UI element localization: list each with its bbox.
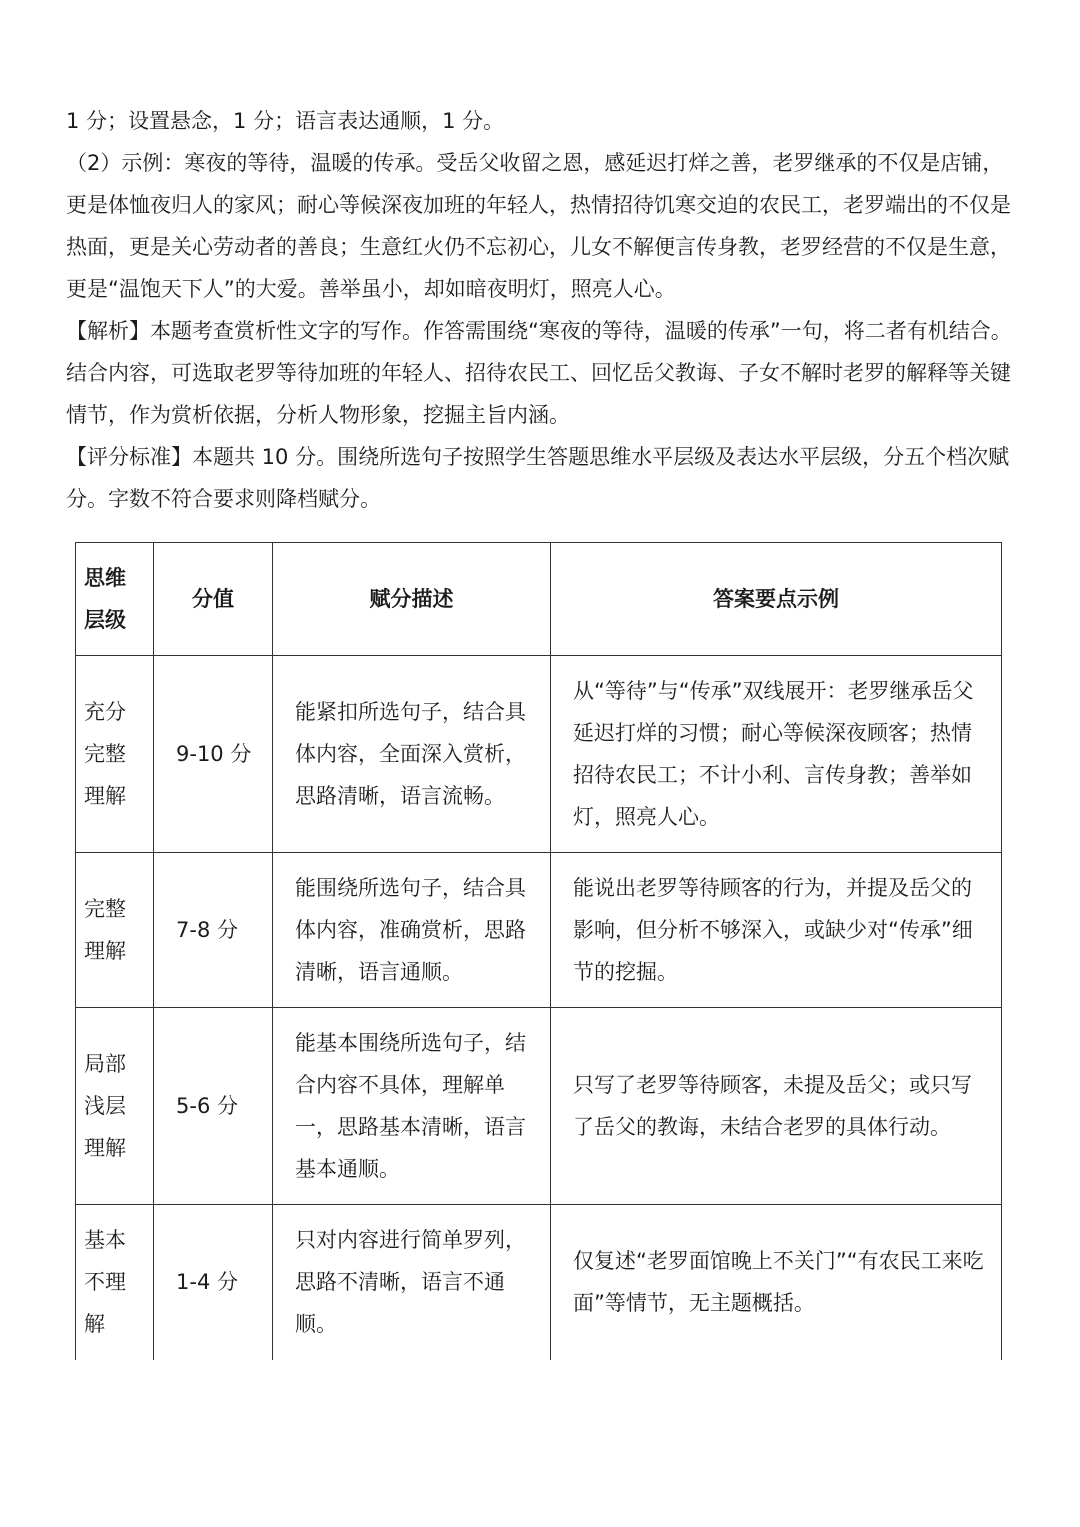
cell-score: 9-10 分 [154, 656, 273, 853]
paragraph-example: （2）示例：寒夜的等待，温暖的传承。受岳父收留之恩，感延迟打烊之善，老罗继承的不仅是店铺，更是体恤夜归人的家风；耐心等候深夜加班的年轻人，热情招待饥寒交迫的农民工，老罗端出的不仅是热面，更是关心劳动者的善良；生意红火仍不忘初心，儿女不解便言传身教，老罗经营的不仅是生意，更是“温饱天下人”的大爱。善举虽小，却如暗夜明灯，照亮人心。 [66, 151, 1011, 301]
table-row [76, 853, 1002, 1008]
cell-score: 5-6 分 [154, 1008, 273, 1205]
header-answer: 答案要点示例 [551, 543, 1002, 656]
cell-desc: 只对内容进行简单罗列，思路不清晰，语言不通顺。 [273, 1205, 551, 1360]
cell-desc: 能基本围绕所选句子，结合内容不具体，理解单一，思路基本清晰，语言基本通顺。 [273, 1008, 551, 1205]
header-score: 分值 [154, 543, 273, 656]
cell-answer: 从“等待”与“传承”双线展开：老罗继承岳父延迟打烊的习惯；耐心等候深夜顾客；热情招待农民工；不计小利、言传身教；善举如灯，照亮人心。 [551, 656, 1002, 853]
cell-answer: 仅复述“老罗面馆晚上不关门”“有农民工来吃面”等情节，无主题概括。 [551, 1205, 1002, 1360]
paragraph-score-note: 1 分；设置悬念，1 分；语言表达通顺，1 分。 [66, 109, 505, 133]
header-desc: 赋分描述 [273, 543, 551, 656]
paragraph-analysis: 【解析】本题考查赏析性文字的写作。作答需围绕“寒夜的等待，温暖的传承”一句，将二者有机结合。结合内容，可选取老罗等待加班的年轻人、招待农民工、回忆岳父教诲、子女不解时老罗的解释等关键情节，作为赏析依据，分析人物形象，挖掘主旨内涵。 [66, 319, 1012, 427]
table-row [76, 1205, 1002, 1360]
table-header-row [76, 543, 1002, 656]
cell-level: 充分完整理解 [76, 656, 154, 853]
cell-level: 局部浅层理解 [76, 1008, 154, 1205]
cell-desc: 能紧扣所选句子，结合具体内容，全面深入赏析，思路清晰，语言流畅。 [273, 656, 551, 853]
cell-score: 7-8 分 [154, 853, 273, 1008]
cell-answer: 能说出老罗等待顾客的行为，并提及岳父的影响，但分析不够深入，或缺少对“传承”细节的挖掘。 [551, 853, 1002, 1008]
table-row [76, 1008, 1002, 1205]
scoring-table [75, 542, 1002, 1360]
table-row [76, 656, 1002, 853]
cell-score: 1-4 分 [154, 1205, 273, 1360]
cell-level: 基本不理解 [76, 1205, 154, 1360]
cell-level: 完整理解 [76, 853, 154, 1008]
paragraph-scoring-standard: 【评分标准】本题共 10 分。围绕所选句子按照学生答题思维水平层级及表达水平层级，分五个档次赋分。字数不符合要求则降档赋分。 [66, 445, 1010, 511]
header-level: 思维层级 [76, 543, 154, 656]
cell-desc: 能围绕所选句子，结合具体内容，准确赏析，思路清晰，语言通顺。 [273, 853, 551, 1008]
cell-answer: 只写了老罗等待顾客，未提及岳父；或只写了岳父的教诲，未结合老罗的具体行动。 [551, 1008, 1002, 1205]
